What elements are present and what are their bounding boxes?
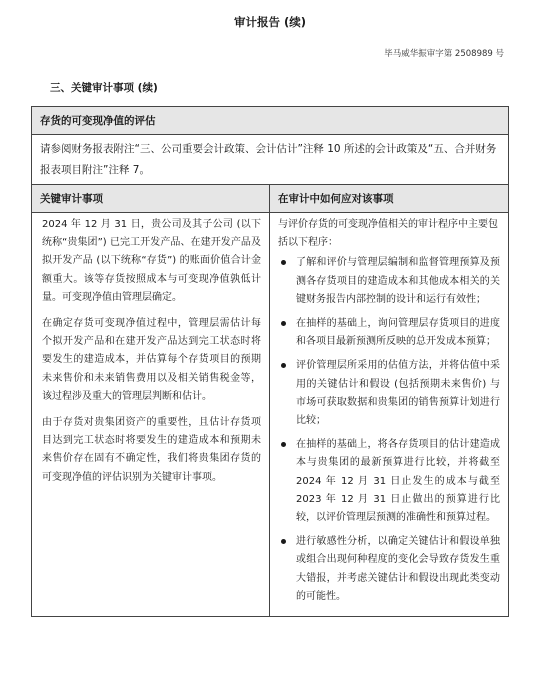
- key-matter-paragraph: 2024 年 12 月 31 日，贵公司及其子公司 (以下统称“贵集团”) 已完工开发产品、在建开发产品及拟开发产品 (以下统称“存货”) 的账面价值合计金额重大。该等存货按照成本与可变现净值孰低计量。可变现净值由管理层确定。: [42, 219, 261, 303]
- audit-response-intro: 与评价存货的可变现净值相关的审计程序中主要包括以下程序：: [278, 219, 498, 249]
- reference-text: 请参阅财务报表附注“三、公司重要会计政策、会计估计”注释 10 所述的会计政策及“五、合并财务报表项目附注”注释 7。: [40, 143, 497, 176]
- bullet-icon: [281, 442, 286, 447]
- report-number: 毕马威华振审字第 2508989 号: [384, 49, 504, 59]
- key-matter-header: 关键审计事项: [32, 185, 269, 213]
- audit-procedure-item: [278, 357, 500, 430]
- audit-procedure-text: 进行敏感性分析，以确定关键估计和假设单独或组合出现何种程度的变化会导致存货发生重大错报，并考虑关键估计和假设出现此类变动的可能性。: [296, 536, 500, 602]
- bullet-icon: [281, 539, 286, 544]
- audit-response-header: 在审计中如何应对该事项: [270, 185, 508, 213]
- bullet-icon: [281, 321, 286, 326]
- bullet-icon: [281, 260, 286, 265]
- audit-procedure-item: [278, 315, 500, 351]
- audit-procedure-item: [278, 533, 500, 606]
- section-title: 三、关键审计事项 (续): [50, 82, 158, 94]
- bullet-icon: [281, 363, 286, 368]
- audit-procedure-text: 在抽样的基础上，询问管理层存货项目的进度和各项目最新预测所反映的总开发成本预算；: [296, 318, 500, 348]
- page-title: 审计报告 (续): [233, 15, 306, 29]
- key-matter-column: [32, 185, 270, 616]
- audit-procedure-list: [270, 254, 508, 616]
- audit-procedure-text: 评价管理层所采用的估值方法，并将估值中采用的关键估计和假设 (包括预期未来售价) 与市场可获取数据和贵集团的销售预算计划进行比较；: [296, 360, 500, 427]
- key-matter-paragraph: 由于存货对贵集团资产的重要性，且估计存货项目达到完工状态时将要发生的建造成本和预期未来售价存在固有不确定性，我们将贵集团存货的可变现净值的评估识别为关键审计事项。: [42, 417, 261, 483]
- audit-procedure-item: [278, 254, 500, 309]
- audit-procedure-item: [278, 436, 500, 527]
- matter-title: 存货的可变现净值的评估: [32, 107, 508, 135]
- audit-procedure-text: 了解和评价与管理层编制和监督管理预算及预测各存货项目的建造成本和其他成本相关的关键财务报告内部控制的设计和运行有效性；: [296, 257, 500, 305]
- key-matter-paragraph: 在确定存货可变现净值过程中，管理层需估计每个拟开发产品和在建开发产品达到完工状态时将要发生的建造成本，并估算每个存货项目的预期未来售价和未来销售费用以及相关销售税金等，该过程涉及重大的管理层判断和估计。: [42, 318, 261, 402]
- key-audit-matter-table: [31, 106, 509, 617]
- matter-columns: [32, 184, 508, 616]
- audit-procedure-text: 在抽样的基础上，将各存货项目的估计建造成本与贵集团的最新预算进行比较，并将截至 2024 年 12 月 31 日止发生的成本与截至 2023 年 12 月 31 日止做出的预算进行比较，以评价管理层预测的准确性和预算过程。: [296, 439, 500, 524]
- audit-response-column: [270, 185, 508, 616]
